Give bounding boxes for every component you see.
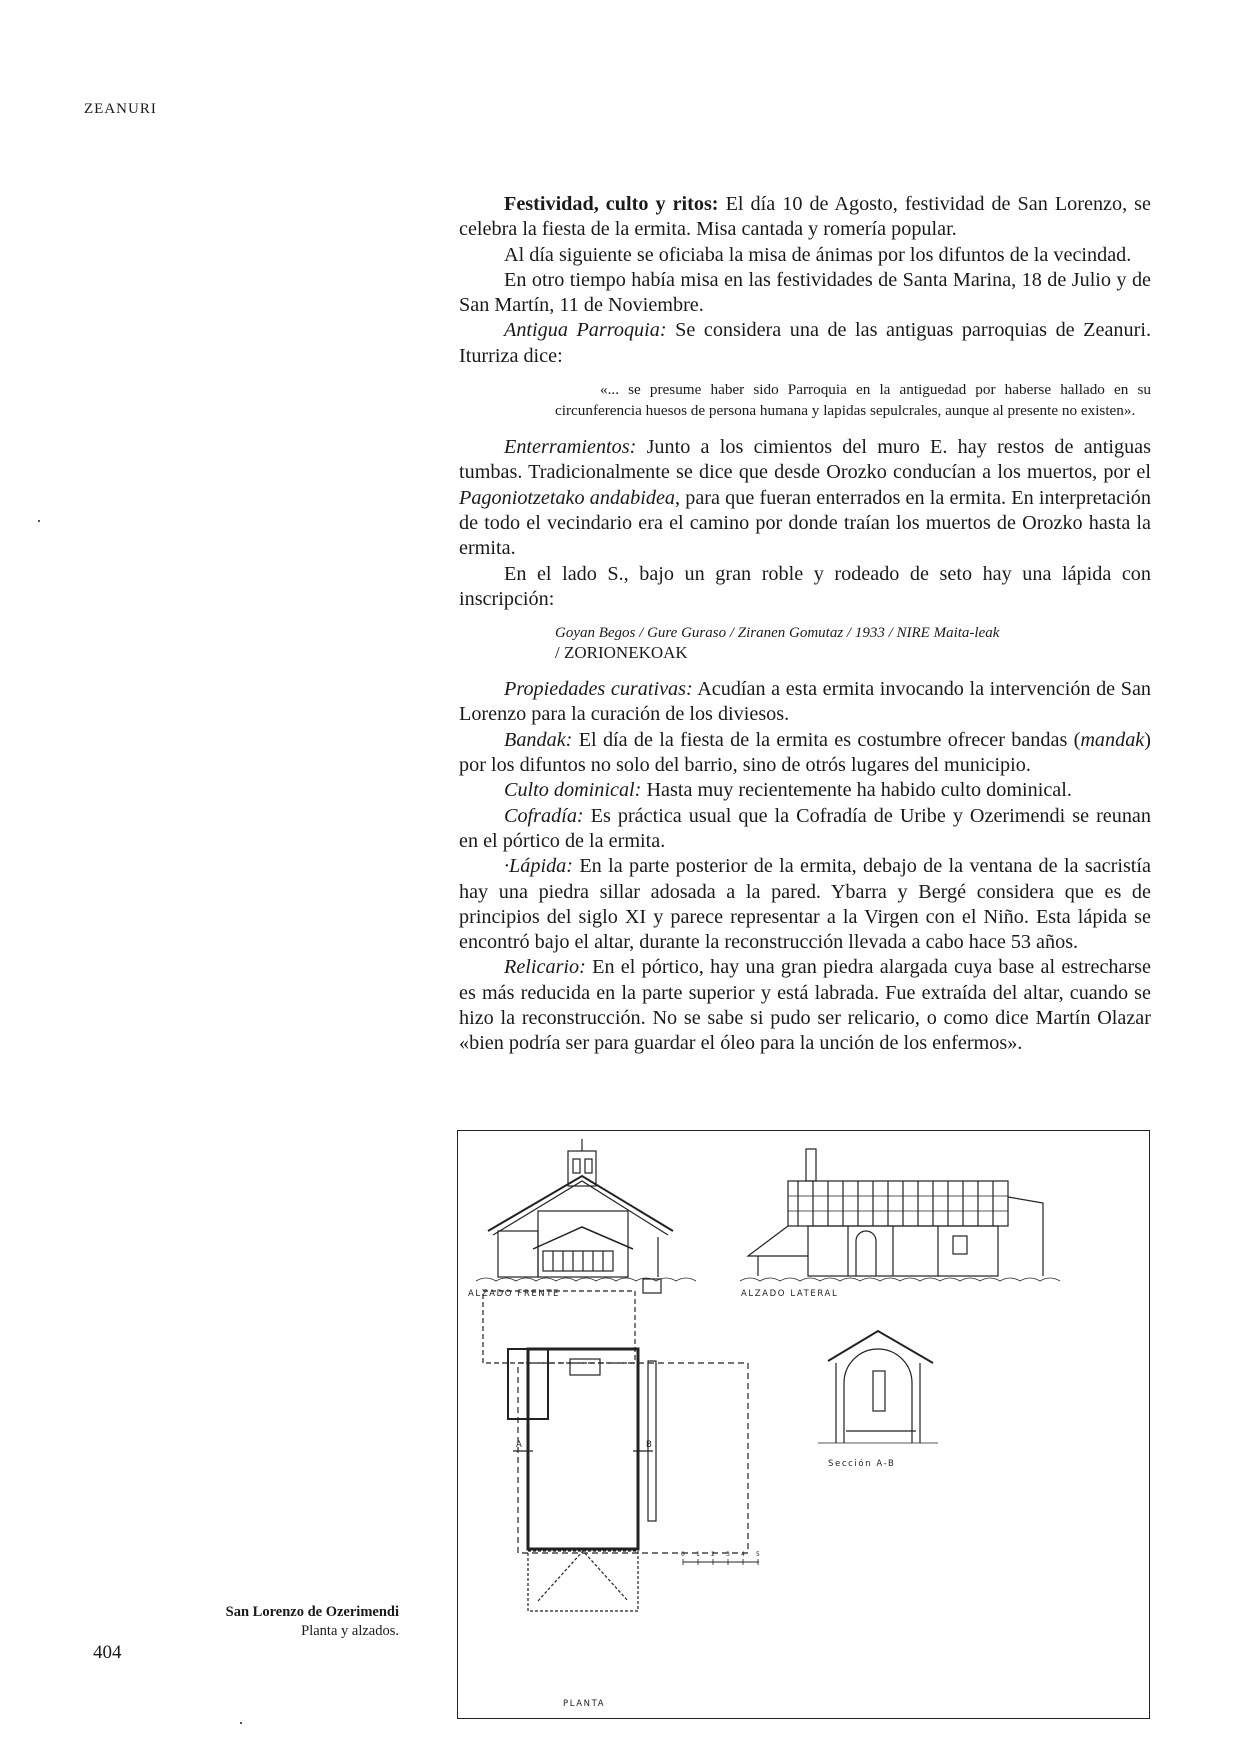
drawing-svg — [458, 1131, 1148, 1717]
scale-tick-4: 4 — [741, 1551, 747, 1558]
architectural-drawing-figure — [457, 1130, 1150, 1719]
paragraph-cofradia — [459, 804, 1151, 855]
caption-subtitle: Planta y alzados. — [301, 1623, 399, 1639]
inscription-italic: Goyan Begos / Gure Guraso / Ziranen Gomutaz / 1933 / NIRE Maita-leak — [555, 625, 1000, 642]
label-cut-b: B — [646, 1440, 654, 1450]
block-quote-iturriza: «... se presume haber sido Parroquia en la antiguedad por haberse hallado en su circunferencia huesos de persona humana y lapidas sepulcrales, aunque al presente no existen». — [555, 381, 1151, 420]
text-festividad: El día 10 de Agosto, festividad de San Lorenzo, se celebra la fiesta de la ermita. Misa cantada y romería popular. — [459, 193, 1151, 241]
paragraph-curativas — [459, 677, 1151, 728]
scan-speck — [38, 520, 40, 522]
text-enterramientos-b: , para que fueran enterrados en la ermita. En interpretación de todo el vecindario era el camino por donde traían los muertos de Orozko hasta la ermita. — [459, 486, 1151, 560]
heading-festividad: Festividad, culto y ritos: — [504, 193, 719, 215]
paragraph-festividad — [459, 192, 1151, 243]
text-curativas: Acudían a esta ermita invocando la intervención de San Lorenzo para la curación de los diviesos. — [459, 678, 1152, 726]
scale-tick-0: 0 — [681, 1551, 687, 1558]
front-elevation-drawing — [476, 1139, 696, 1281]
path-name: Pagoniotzetako andabidea — [459, 486, 676, 509]
side-elevation-drawing — [740, 1149, 1060, 1281]
label-enterramientos: Enterramientos: — [504, 436, 637, 459]
scale-tick-5: 5 — [756, 1551, 762, 1558]
paragraph-culto — [459, 778, 1151, 803]
paragraph-lapida — [459, 854, 1151, 955]
inscription-upper: / ZORIONEKOAK — [555, 643, 688, 663]
text-bandak-b: ) por los difuntos no solo del barrio, sino de otrós lugares del municipio. — [459, 728, 1151, 777]
scale-tick-2: 2 — [711, 1551, 717, 1558]
paragraph-enterramientos — [459, 435, 1151, 561]
label-bandak: Bandak: — [504, 728, 573, 751]
scan-speck — [240, 1722, 242, 1724]
running-head: ZEANURI — [84, 101, 157, 117]
text-lapida: En la parte posterior de la ermita, debajo de la ventana de la sacristía hay una piedra sillar adosada a la pared. Ybarra y Bergé considera que es de principios del siglo XI y parece representar a la Virgen con el Niño. Esta lápida se encontró bajo el altar, durante la reconstrucción llevada a cabo hace 53 años. — [459, 855, 1151, 954]
label-seccion-a-b: Sección A-B — [828, 1459, 896, 1469]
label-curativas: Propiedades curativas: — [504, 678, 693, 701]
label-lapida: ·Lápida: — [504, 855, 573, 878]
paragraph-dia-siguiente: Al día siguiente se oficiaba la misa de ánimas por los difuntos de la vecindad. — [504, 243, 1132, 266]
paragraph-lado-s: En el lado S., bajo un gran roble y rodeado de seto hay una lápida con inscripción: — [459, 562, 1151, 610]
text-culto: Hasta muy recientemente ha habido culto dominical. — [641, 779, 1072, 802]
body-text-column — [459, 192, 1151, 1057]
scale-tick-1: 1 — [696, 1551, 702, 1558]
caption-title: San Lorenzo de Ozerimendi — [225, 1604, 399, 1620]
label-planta: PLANTA — [563, 1699, 606, 1709]
word-mandak: mandak — [1080, 728, 1145, 751]
label-cofradia: Cofradía: — [504, 804, 584, 827]
page-number: 404 — [93, 1642, 122, 1663]
text-relicario: En el pórtico, hay una gran piedra alargada cuya base al estrecharse es más reducida en la parte superior y está labrada. Fue extraída del altar, cuando se hizo la reconstrucción. No se sabe si pudo ser relicario, o como dice Martín Olazar «bien podría ser para guardar el óleo para la unción de los enfermos». — [459, 956, 1151, 1055]
text-antigua-parroquia: Se considera una de las antiguas parroquias de Zeanuri. Iturriza dice: — [459, 319, 1152, 367]
scale-tick-3: 3 — [726, 1551, 732, 1558]
paragraph-bandak — [459, 728, 1151, 779]
inscription — [459, 622, 1151, 663]
label-alzado-lateral: ALZADO LATERAL — [741, 1289, 839, 1299]
paragraph-relicario — [459, 955, 1151, 1056]
label-culto: Culto dominical: — [504, 779, 642, 802]
scale-bar — [683, 1559, 759, 1565]
figure-caption — [226, 1603, 399, 1641]
label-relicario: Relicario: — [504, 956, 586, 979]
paragraph-antigua-parroquia — [459, 318, 1151, 369]
text-cofradia: Es práctica usual que la Cofradía de Uribe y Ozerimendi se reunan en el pórtico de la ermita. — [459, 804, 1151, 852]
paragraph-otro-tiempo: En otro tiempo había misa en las festividades de Santa Marina, 18 de Julio y de San Martín, 11 de Noviembre. — [459, 268, 1151, 317]
scale-labels — [681, 1551, 761, 1558]
label-cut-a: A — [516, 1440, 524, 1450]
text-bandak-a: El día de la fiesta de la ermita es costumbre ofrecer bandas ( — [572, 728, 1081, 751]
label-antigua-parroquia: Antigua Parroquia: — [504, 319, 667, 342]
text-enterramientos-a: Junto a los cimientos del muro E. hay restos de antiguas tumbas. Tradicionalmente se dice que desde Orozko conducían a los muertos, por el — [459, 436, 1151, 484]
section-a-b-drawing — [818, 1331, 938, 1443]
label-alzado-frente: ALZADO FRENTE — [468, 1289, 561, 1299]
